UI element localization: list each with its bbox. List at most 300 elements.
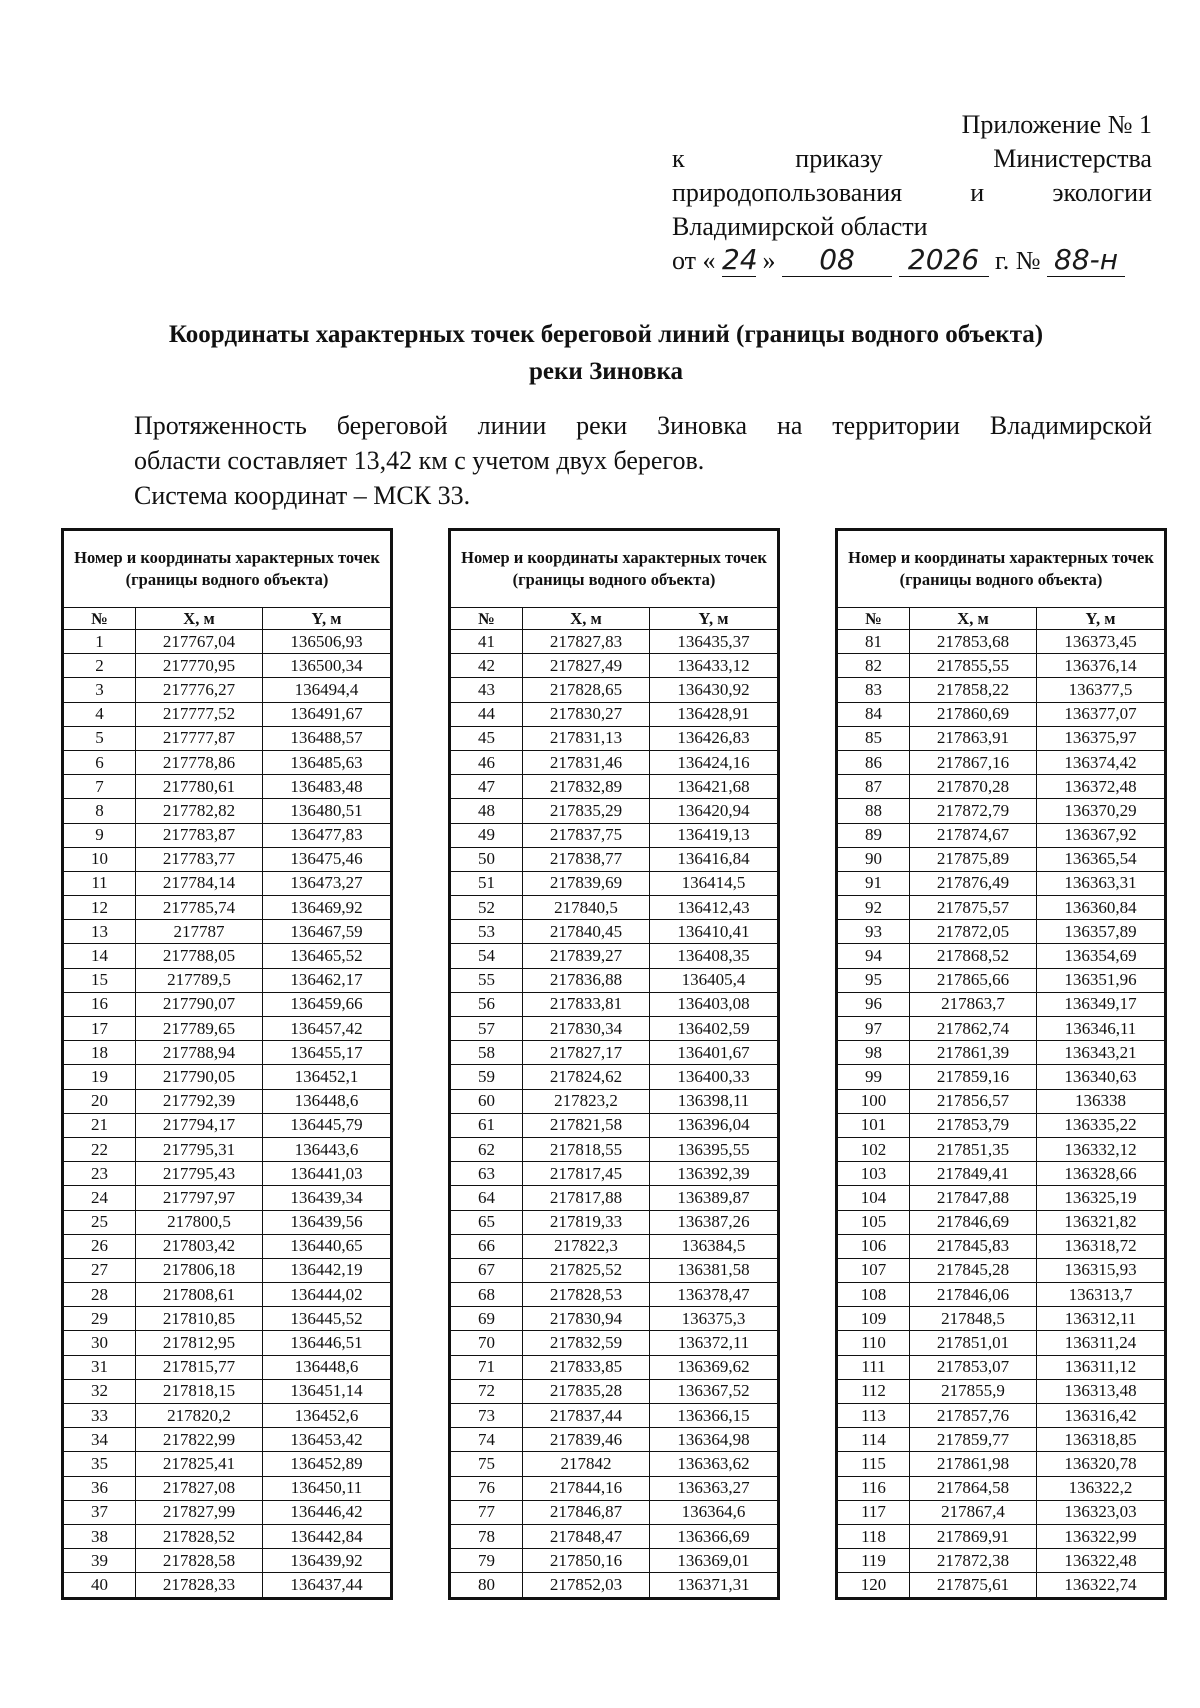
table-row xyxy=(64,896,391,920)
table-row xyxy=(64,1524,391,1548)
point-number: 107 xyxy=(838,1258,910,1282)
table-row xyxy=(64,799,391,823)
point-number: 34 xyxy=(64,1428,136,1452)
table-row xyxy=(838,726,1165,750)
y-coordinate: 136450,11 xyxy=(263,1476,391,1500)
point-number: 57 xyxy=(451,1017,523,1041)
title-line-1: Координаты характерных точек береговой линий (границы водного объекта) xyxy=(168,321,1044,348)
point-number: 98 xyxy=(838,1041,910,1065)
y-coordinate: 136375,97 xyxy=(1037,726,1165,750)
intro-paragraph xyxy=(134,408,1152,513)
y-coordinate: 136419,13 xyxy=(650,823,778,847)
table-row xyxy=(451,1258,778,1282)
table-row xyxy=(451,992,778,1016)
handwritten-day: 24 xyxy=(722,243,758,276)
table-row xyxy=(451,702,778,726)
x-coordinate: 217795,31 xyxy=(136,1137,263,1161)
appendix-word: экологии xyxy=(1052,178,1152,207)
x-coordinate: 217857,76 xyxy=(910,1404,1037,1428)
y-coordinate: 136363,27 xyxy=(650,1476,778,1500)
table-row xyxy=(838,968,1165,992)
y-coordinate: 136506,93 xyxy=(263,630,391,654)
y-coordinate: 136346,11 xyxy=(1037,1017,1165,1041)
point-number: 52 xyxy=(451,896,523,920)
table-row xyxy=(451,1404,778,1428)
point-number: 47 xyxy=(451,775,523,799)
table-row xyxy=(451,1283,778,1307)
y-coordinate: 136325,19 xyxy=(1037,1186,1165,1210)
x-coordinate: 217836,88 xyxy=(523,968,650,992)
table-header: Номер и координаты характерных точек (границы водного объекта) xyxy=(838,531,1165,608)
point-number: 113 xyxy=(838,1404,910,1428)
x-coordinate: 217835,29 xyxy=(523,799,650,823)
y-coordinate: 136357,89 xyxy=(1037,920,1165,944)
x-coordinate: 217790,05 xyxy=(136,1065,263,1089)
point-number: 18 xyxy=(64,1041,136,1065)
point-number: 108 xyxy=(838,1283,910,1307)
point-number: 60 xyxy=(451,1089,523,1113)
y-coordinate: 136320,78 xyxy=(1037,1452,1165,1476)
table-row xyxy=(451,1476,778,1500)
table-row xyxy=(838,1137,1165,1161)
point-number: 84 xyxy=(838,702,910,726)
x-coordinate: 217777,87 xyxy=(136,726,263,750)
y-coordinate: 136444,02 xyxy=(263,1283,391,1307)
y-coordinate: 136322,74 xyxy=(1037,1573,1165,1597)
y-coordinate: 136311,12 xyxy=(1037,1355,1165,1379)
x-coordinate: 217780,61 xyxy=(136,775,263,799)
table-row xyxy=(838,1017,1165,1041)
x-coordinate: 217827,99 xyxy=(136,1500,263,1524)
x-coordinate: 217830,94 xyxy=(523,1307,650,1331)
x-coordinate: 217783,87 xyxy=(136,823,263,847)
table-row xyxy=(64,1355,391,1379)
table-row xyxy=(451,1162,778,1186)
point-number: 75 xyxy=(451,1452,523,1476)
point-number: 117 xyxy=(838,1500,910,1524)
table-row xyxy=(451,750,778,774)
y-coordinate: 136377,5 xyxy=(1037,678,1165,702)
table-row xyxy=(451,1524,778,1548)
table-row xyxy=(451,678,778,702)
table-row xyxy=(838,1162,1165,1186)
point-number: 64 xyxy=(451,1186,523,1210)
column-header-y: Y, м xyxy=(650,608,778,630)
y-coordinate: 136402,59 xyxy=(650,1017,778,1041)
point-number: 116 xyxy=(838,1476,910,1500)
x-coordinate: 217830,34 xyxy=(523,1017,650,1041)
y-coordinate: 136392,39 xyxy=(650,1162,778,1186)
point-number: 86 xyxy=(838,750,910,774)
y-coordinate: 136318,72 xyxy=(1037,1234,1165,1258)
point-number: 30 xyxy=(64,1331,136,1355)
point-number: 93 xyxy=(838,920,910,944)
table-row xyxy=(451,1113,778,1137)
x-coordinate: 217845,83 xyxy=(910,1234,1037,1258)
y-coordinate: 136428,91 xyxy=(650,702,778,726)
point-number: 4 xyxy=(64,702,136,726)
point-number: 5 xyxy=(64,726,136,750)
x-coordinate: 217824,62 xyxy=(523,1065,650,1089)
x-coordinate: 217853,68 xyxy=(910,630,1037,654)
x-coordinate: 217822,99 xyxy=(136,1428,263,1452)
y-coordinate: 136363,31 xyxy=(1037,871,1165,895)
point-number: 45 xyxy=(451,726,523,750)
x-coordinate: 217828,52 xyxy=(136,1524,263,1548)
x-coordinate: 217828,33 xyxy=(136,1573,263,1597)
y-coordinate: 136367,52 xyxy=(650,1379,778,1403)
x-coordinate: 217828,58 xyxy=(136,1549,263,1573)
y-coordinate: 136439,56 xyxy=(263,1210,391,1234)
y-coordinate: 136338 xyxy=(1037,1089,1165,1113)
y-coordinate: 136467,59 xyxy=(263,920,391,944)
table-row xyxy=(451,1234,778,1258)
x-coordinate: 217861,98 xyxy=(910,1452,1037,1476)
y-coordinate: 136442,84 xyxy=(263,1524,391,1548)
x-coordinate: 217851,01 xyxy=(910,1331,1037,1355)
appendix-word: приказу xyxy=(795,144,883,173)
appendix-word: природопользования xyxy=(672,178,903,207)
table-row xyxy=(451,1137,778,1161)
table-row xyxy=(64,992,391,1016)
table-row xyxy=(64,1017,391,1041)
column-header-y: Y, м xyxy=(263,608,391,630)
y-coordinate: 136364,98 xyxy=(650,1428,778,1452)
table-row xyxy=(451,1331,778,1355)
point-number: 110 xyxy=(838,1331,910,1355)
x-coordinate: 217853,79 xyxy=(910,1113,1037,1137)
intro-line-3: Система координат – МСК 33. xyxy=(134,481,471,510)
table-row xyxy=(64,1234,391,1258)
table-row xyxy=(64,775,391,799)
x-coordinate: 217870,28 xyxy=(910,775,1037,799)
y-coordinate: 136354,69 xyxy=(1037,944,1165,968)
table-row xyxy=(838,1573,1165,1597)
point-number: 112 xyxy=(838,1379,910,1403)
number-prefix: г. № xyxy=(995,246,1041,275)
table-row xyxy=(838,920,1165,944)
x-coordinate: 217835,28 xyxy=(523,1379,650,1403)
x-coordinate: 217818,55 xyxy=(523,1137,650,1161)
table-row xyxy=(451,1573,778,1597)
x-coordinate: 217789,65 xyxy=(136,1017,263,1041)
table-row xyxy=(64,944,391,968)
point-number: 20 xyxy=(64,1089,136,1113)
y-coordinate: 136328,66 xyxy=(1037,1162,1165,1186)
y-coordinate: 136441,03 xyxy=(263,1162,391,1186)
table-row xyxy=(64,1307,391,1331)
x-coordinate: 217856,57 xyxy=(910,1089,1037,1113)
point-number: 3 xyxy=(64,678,136,702)
table-row xyxy=(838,823,1165,847)
y-coordinate: 136445,52 xyxy=(263,1307,391,1331)
y-coordinate: 136439,34 xyxy=(263,1186,391,1210)
point-number: 8 xyxy=(64,799,136,823)
point-number: 56 xyxy=(451,992,523,1016)
table-row xyxy=(451,1500,778,1524)
table-row xyxy=(451,1065,778,1089)
x-coordinate: 217810,85 xyxy=(136,1307,263,1331)
table-row xyxy=(64,1331,391,1355)
x-coordinate: 217872,05 xyxy=(910,920,1037,944)
x-coordinate: 217849,41 xyxy=(910,1162,1037,1186)
point-number: 91 xyxy=(838,871,910,895)
x-coordinate: 217874,67 xyxy=(910,823,1037,847)
handwritten-order-number: 88-н xyxy=(1047,244,1125,277)
table-row xyxy=(838,678,1165,702)
x-coordinate: 217861,39 xyxy=(910,1041,1037,1065)
x-coordinate: 217817,88 xyxy=(523,1186,650,1210)
y-coordinate: 136374,42 xyxy=(1037,750,1165,774)
point-number: 25 xyxy=(64,1210,136,1234)
y-coordinate: 136396,04 xyxy=(650,1113,778,1137)
y-coordinate: 136446,51 xyxy=(263,1331,391,1355)
x-coordinate: 217767,04 xyxy=(136,630,263,654)
y-coordinate: 136459,66 xyxy=(263,992,391,1016)
table-row xyxy=(64,823,391,847)
point-number: 23 xyxy=(64,1162,136,1186)
point-number: 69 xyxy=(451,1307,523,1331)
x-coordinate: 217788,94 xyxy=(136,1041,263,1065)
point-number: 74 xyxy=(451,1428,523,1452)
document-title xyxy=(60,316,1152,390)
point-number: 51 xyxy=(451,871,523,895)
y-coordinate: 136452,89 xyxy=(263,1452,391,1476)
y-coordinate: 136435,37 xyxy=(650,630,778,654)
x-coordinate: 217782,82 xyxy=(136,799,263,823)
point-number: 29 xyxy=(64,1307,136,1331)
point-number: 31 xyxy=(64,1355,136,1379)
point-number: 94 xyxy=(838,944,910,968)
x-coordinate: 217858,22 xyxy=(910,678,1037,702)
table-row xyxy=(838,1452,1165,1476)
x-coordinate: 217827,08 xyxy=(136,1476,263,1500)
y-coordinate: 136335,22 xyxy=(1037,1113,1165,1137)
point-number: 65 xyxy=(451,1210,523,1234)
x-coordinate: 217851,35 xyxy=(910,1137,1037,1161)
x-coordinate: 217831,46 xyxy=(523,750,650,774)
y-coordinate: 136414,5 xyxy=(650,871,778,895)
x-coordinate: 217790,07 xyxy=(136,992,263,1016)
x-coordinate: 217863,91 xyxy=(910,726,1037,750)
y-coordinate: 136332,12 xyxy=(1037,1137,1165,1161)
y-coordinate: 136500,34 xyxy=(263,654,391,678)
table-row xyxy=(838,1283,1165,1307)
y-coordinate: 136365,54 xyxy=(1037,847,1165,871)
point-number: 63 xyxy=(451,1162,523,1186)
table-row xyxy=(451,896,778,920)
y-coordinate: 136483,48 xyxy=(263,775,391,799)
appendix-word: Министерства xyxy=(993,144,1152,173)
x-coordinate: 217872,38 xyxy=(910,1549,1037,1573)
point-number: 67 xyxy=(451,1258,523,1282)
table-row xyxy=(451,654,778,678)
y-coordinate: 136462,17 xyxy=(263,968,391,992)
table-header: Номер и координаты характерных точек (границы водного объекта) xyxy=(451,531,778,608)
x-coordinate: 217832,59 xyxy=(523,1331,650,1355)
handwritten-year: 2026 xyxy=(899,244,989,277)
point-number: 85 xyxy=(838,726,910,750)
y-coordinate: 136437,44 xyxy=(263,1573,391,1597)
table-row xyxy=(64,1428,391,1452)
column-header-x: X, м xyxy=(523,608,650,630)
point-number: 81 xyxy=(838,630,910,654)
table-row xyxy=(451,1379,778,1403)
y-coordinate: 136452,6 xyxy=(263,1404,391,1428)
y-coordinate: 136439,92 xyxy=(263,1549,391,1573)
y-coordinate: 136378,47 xyxy=(650,1283,778,1307)
x-coordinate: 217819,33 xyxy=(523,1210,650,1234)
point-number: 43 xyxy=(451,678,523,702)
point-number: 10 xyxy=(64,847,136,871)
table-row xyxy=(64,1162,391,1186)
y-coordinate: 136313,48 xyxy=(1037,1379,1165,1403)
table-row xyxy=(451,1355,778,1379)
x-coordinate: 217842 xyxy=(523,1452,650,1476)
table-row xyxy=(838,1549,1165,1573)
point-number: 80 xyxy=(451,1573,523,1597)
x-coordinate: 217818,15 xyxy=(136,1379,263,1403)
y-coordinate: 136384,5 xyxy=(650,1234,778,1258)
table-row xyxy=(451,799,778,823)
x-coordinate: 217777,52 xyxy=(136,702,263,726)
x-coordinate: 217840,5 xyxy=(523,896,650,920)
order-date-line xyxy=(672,244,1152,278)
x-coordinate: 217828,53 xyxy=(523,1283,650,1307)
x-coordinate: 217839,27 xyxy=(523,944,650,968)
point-number: 111 xyxy=(838,1355,910,1379)
point-number: 73 xyxy=(451,1404,523,1428)
point-number: 14 xyxy=(64,944,136,968)
x-coordinate: 217832,89 xyxy=(523,775,650,799)
y-coordinate: 136401,67 xyxy=(650,1041,778,1065)
title-line-2: реки Зиновка xyxy=(529,358,683,385)
x-coordinate: 217844,16 xyxy=(523,1476,650,1500)
y-coordinate: 136488,57 xyxy=(263,726,391,750)
table-row xyxy=(838,1113,1165,1137)
point-number: 50 xyxy=(451,847,523,871)
y-coordinate: 136403,08 xyxy=(650,992,778,1016)
appendix-number: Приложение № 1 xyxy=(961,110,1152,139)
x-coordinate: 217845,28 xyxy=(910,1258,1037,1282)
x-coordinate: 217797,97 xyxy=(136,1186,263,1210)
y-coordinate: 136372,11 xyxy=(650,1331,778,1355)
x-coordinate: 217864,58 xyxy=(910,1476,1037,1500)
x-coordinate: 217847,88 xyxy=(910,1186,1037,1210)
point-number: 106 xyxy=(838,1234,910,1258)
x-coordinate: 217776,27 xyxy=(136,678,263,702)
y-coordinate: 136465,52 xyxy=(263,944,391,968)
y-coordinate: 136366,69 xyxy=(650,1524,778,1548)
table-row xyxy=(64,847,391,871)
table-row xyxy=(838,1186,1165,1210)
x-coordinate: 217800,5 xyxy=(136,1210,263,1234)
point-number: 9 xyxy=(64,823,136,847)
x-coordinate: 217787 xyxy=(136,920,263,944)
y-coordinate: 136372,48 xyxy=(1037,775,1165,799)
y-coordinate: 136494,4 xyxy=(263,678,391,702)
point-number: 82 xyxy=(838,654,910,678)
y-coordinate: 136367,92 xyxy=(1037,823,1165,847)
table-row xyxy=(64,726,391,750)
point-number: 16 xyxy=(64,992,136,1016)
y-coordinate: 136473,27 xyxy=(263,871,391,895)
point-number: 36 xyxy=(64,1476,136,1500)
y-coordinate: 136343,21 xyxy=(1037,1041,1165,1065)
x-coordinate: 217827,83 xyxy=(523,630,650,654)
y-coordinate: 136376,14 xyxy=(1037,654,1165,678)
y-coordinate: 136322,2 xyxy=(1037,1476,1165,1500)
table-row xyxy=(64,654,391,678)
y-coordinate: 136451,14 xyxy=(263,1379,391,1403)
table-row xyxy=(451,630,778,654)
table-row xyxy=(838,944,1165,968)
point-number: 83 xyxy=(838,678,910,702)
table-row xyxy=(64,1476,391,1500)
y-coordinate: 136446,42 xyxy=(263,1500,391,1524)
y-coordinate: 136457,42 xyxy=(263,1017,391,1041)
point-number: 77 xyxy=(451,1500,523,1524)
point-number: 87 xyxy=(838,775,910,799)
y-coordinate: 136375,3 xyxy=(650,1307,778,1331)
x-coordinate: 217784,14 xyxy=(136,871,263,895)
x-coordinate: 217875,57 xyxy=(910,896,1037,920)
y-coordinate: 136364,6 xyxy=(650,1500,778,1524)
appendix-block xyxy=(672,108,1152,278)
handwritten-month: 08 xyxy=(782,244,892,277)
x-coordinate: 217789,5 xyxy=(136,968,263,992)
point-number: 96 xyxy=(838,992,910,1016)
table-row xyxy=(838,775,1165,799)
x-coordinate: 217839,46 xyxy=(523,1428,650,1452)
y-coordinate: 136400,33 xyxy=(650,1065,778,1089)
y-coordinate: 136424,16 xyxy=(650,750,778,774)
table-row xyxy=(64,1283,391,1307)
point-number: 59 xyxy=(451,1065,523,1089)
point-number: 92 xyxy=(838,896,910,920)
intro-line-2: области составляет 13,42 км с учетом двух берегов. xyxy=(134,446,705,475)
y-coordinate: 136349,17 xyxy=(1037,992,1165,1016)
coordinates-table-3 xyxy=(837,530,1165,1598)
table-row xyxy=(838,1524,1165,1548)
x-coordinate: 217850,16 xyxy=(523,1549,650,1573)
y-coordinate: 136315,93 xyxy=(1037,1258,1165,1282)
point-number: 19 xyxy=(64,1065,136,1089)
x-coordinate: 217846,06 xyxy=(910,1283,1037,1307)
table-row xyxy=(64,1549,391,1573)
point-number: 105 xyxy=(838,1210,910,1234)
table-row xyxy=(64,968,391,992)
x-coordinate: 217837,44 xyxy=(523,1404,650,1428)
y-coordinate: 136387,26 xyxy=(650,1210,778,1234)
table-row xyxy=(64,750,391,774)
point-number: 37 xyxy=(64,1500,136,1524)
table-row xyxy=(451,1186,778,1210)
table-row xyxy=(838,1404,1165,1428)
y-coordinate: 136373,45 xyxy=(1037,630,1165,654)
y-coordinate: 136363,62 xyxy=(650,1452,778,1476)
x-coordinate: 217846,87 xyxy=(523,1500,650,1524)
point-number: 6 xyxy=(64,750,136,774)
x-coordinate: 217803,42 xyxy=(136,1234,263,1258)
point-number: 7 xyxy=(64,775,136,799)
x-coordinate: 217823,2 xyxy=(523,1089,650,1113)
point-number: 88 xyxy=(838,799,910,823)
table-row xyxy=(838,1379,1165,1403)
x-coordinate: 217875,61 xyxy=(910,1573,1037,1597)
intro-line-1: Протяженность береговой линии реки Зиновка на территории Владимирской xyxy=(134,411,1152,440)
y-coordinate: 136416,84 xyxy=(650,847,778,871)
